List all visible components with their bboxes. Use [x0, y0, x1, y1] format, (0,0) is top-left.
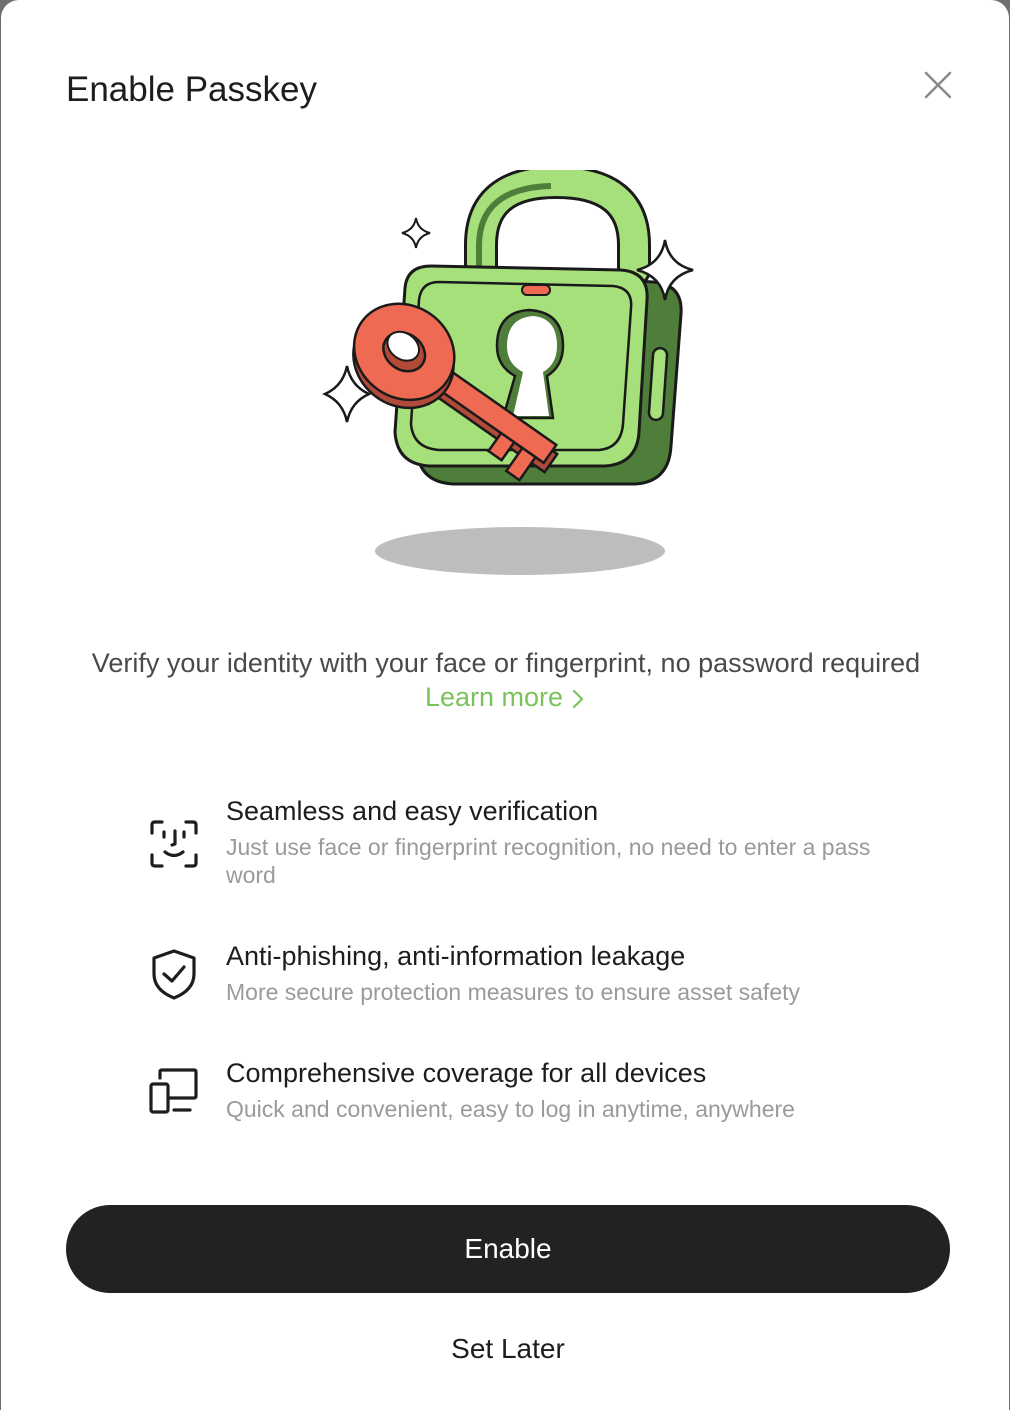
intro-description: Verify your identity with your face or fingerprint, no password required	[91, 648, 921, 678]
close-icon	[917, 66, 957, 106]
set-later-button[interactable]: Set Later	[381, 1325, 635, 1373]
feature-description: Quick and convenient, easy to log in anytime, anywhere	[226, 1096, 795, 1122]
learn-more-label: Learn more	[424, 682, 564, 712]
feature-item	[146, 795, 906, 895]
feature-description: More secure protection measures to ensure asset safety	[226, 979, 801, 1005]
feature-item	[146, 940, 906, 1010]
feature-title: Anti-phishing, anti-information leakage	[226, 941, 686, 971]
padlock-with-key-illustration	[301, 170, 721, 590]
learn-more-link[interactable]	[1, 680, 1009, 714]
passkey-dialog	[1, 0, 1009, 1410]
devices-icon	[146, 1064, 202, 1120]
dialog-title: Enable Passkey	[66, 70, 317, 109]
chevron-right-icon	[571, 688, 585, 710]
feature-description: Just use face or fingerprint recognition, no need to enter a password	[226, 834, 871, 888]
feature-item	[146, 1057, 906, 1127]
feature-title: Comprehensive coverage for all devices	[226, 1058, 707, 1088]
face-id-icon	[146, 817, 202, 873]
enable-button[interactable]: Enable	[66, 1205, 950, 1293]
feature-title: Seamless and easy verification	[226, 796, 599, 826]
close-button[interactable]	[917, 66, 957, 106]
shield-check-icon	[146, 946, 202, 1002]
